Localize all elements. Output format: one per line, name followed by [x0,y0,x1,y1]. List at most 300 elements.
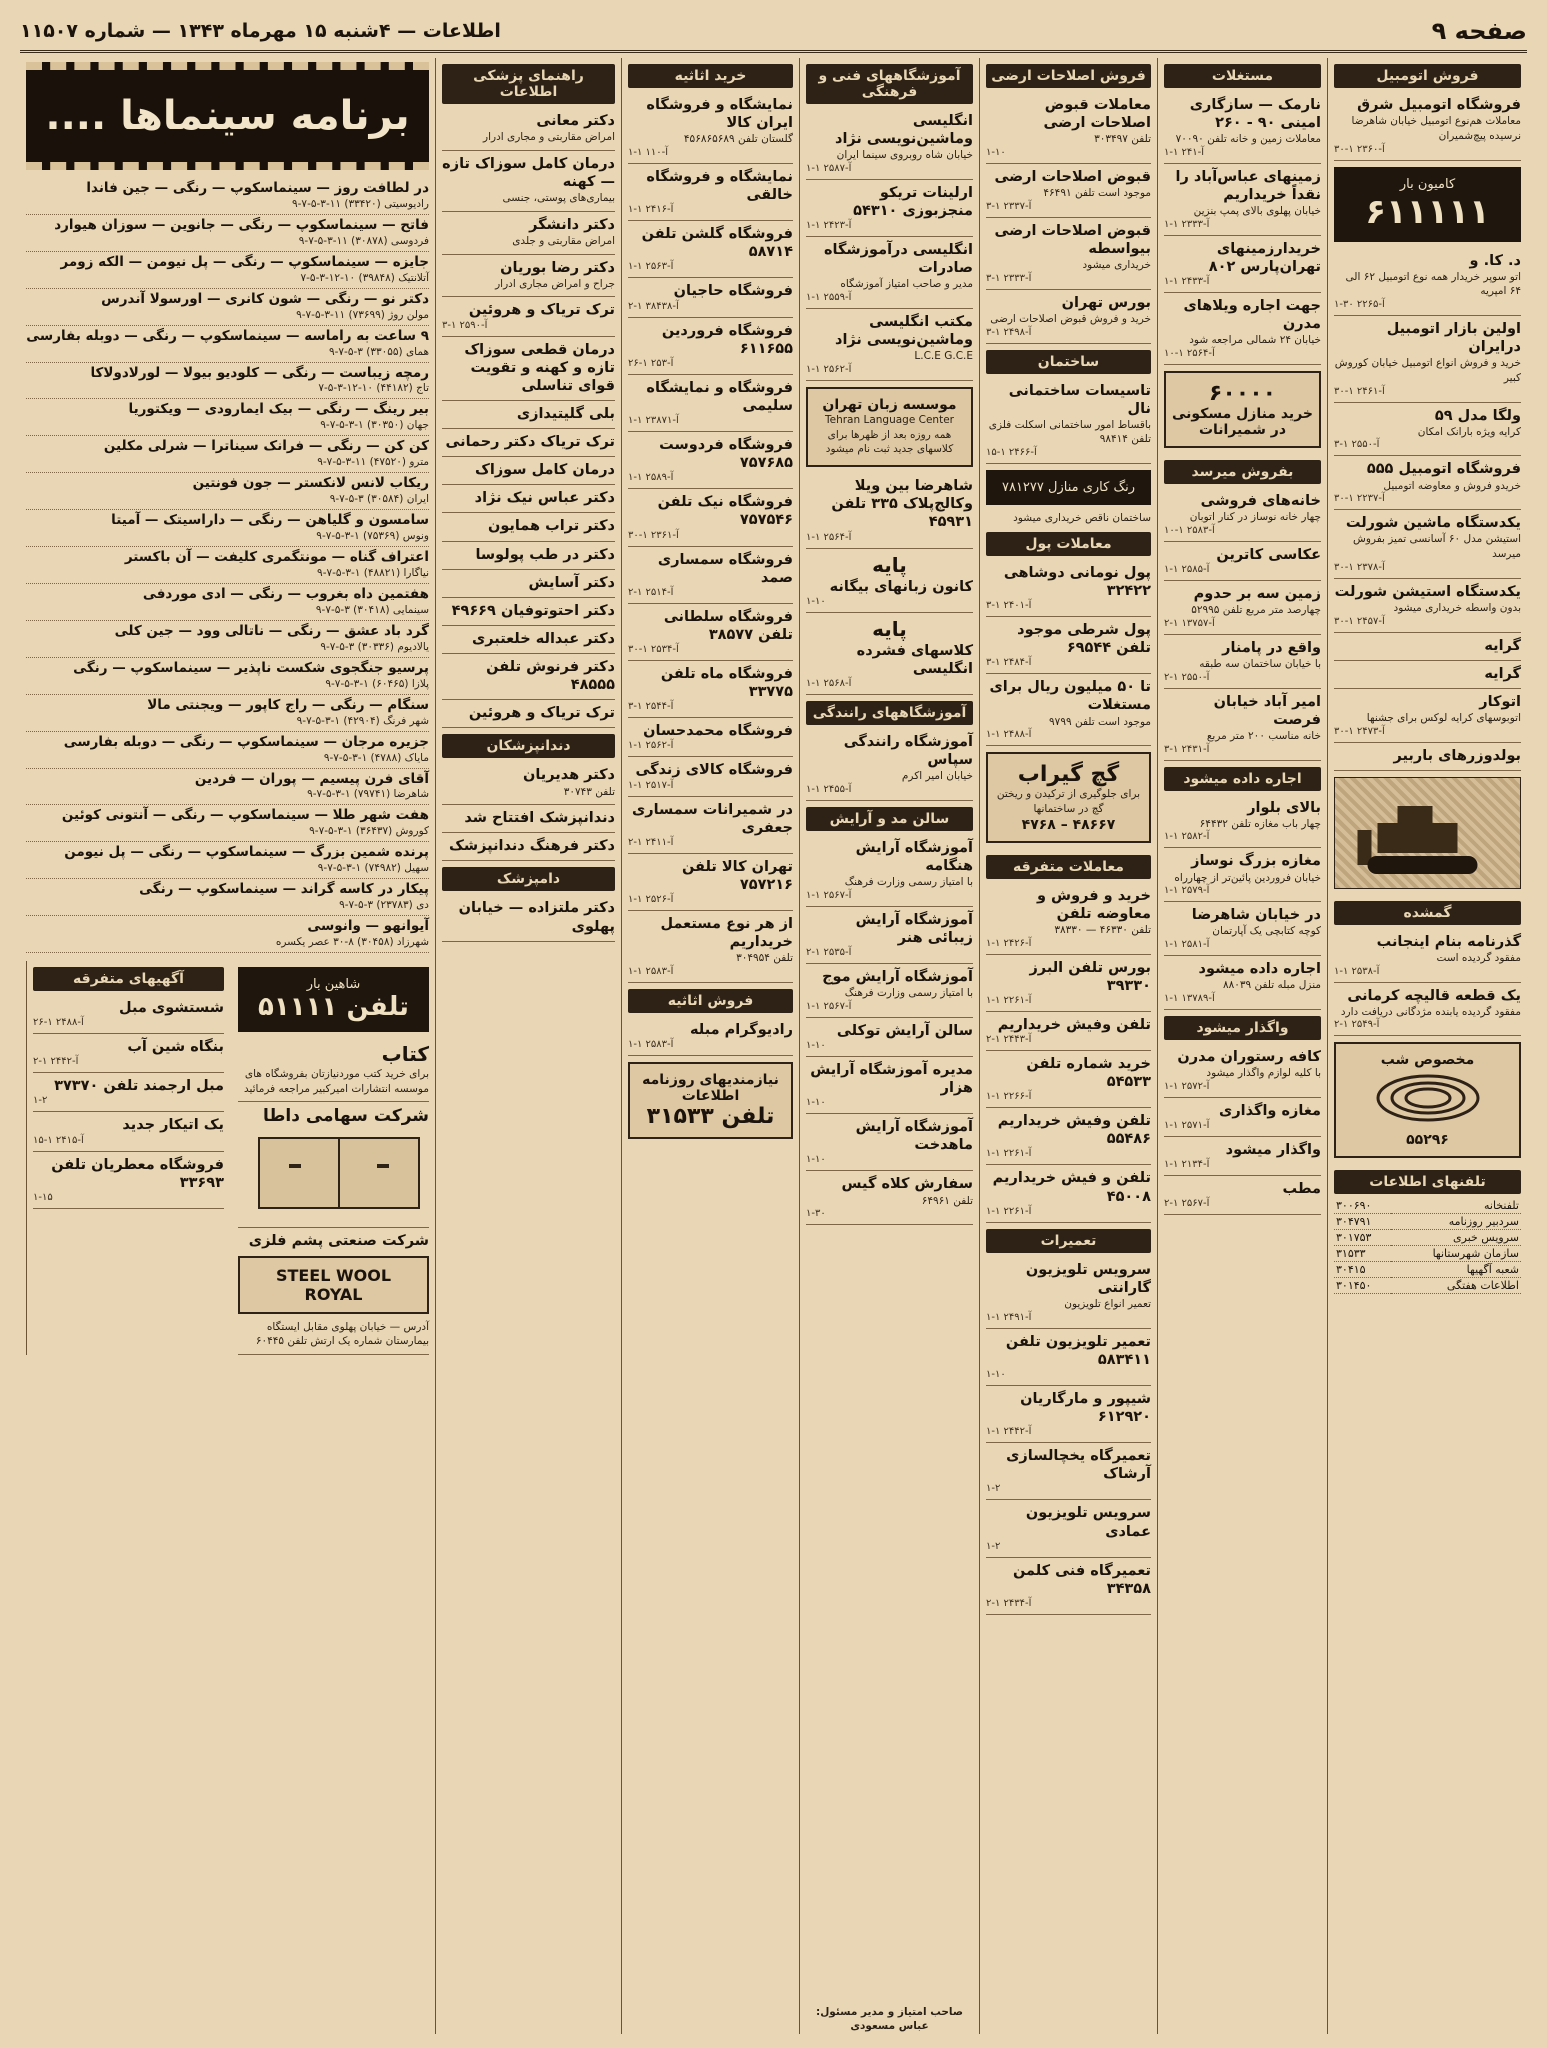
ad-title: آموزشگاه آرایش موج [822,969,973,985]
ad-code: آ-۱۱۰ ۱-۱ [628,146,669,158]
ad-title: قبوض اصلاحات ارضی بیواسطه [994,222,1151,257]
classified-ad [628,92,793,164]
classified-ad [1164,902,1321,956]
classified-ad [442,212,615,255]
ad-title: شیپور و مارگاریان ۶۱۲۹۲۰ [1020,1390,1151,1425]
ad-code: آ-۲۴۱۶ ۱-۱ [628,204,674,216]
book-body: برای خرید کتب موردنیازتان بفروشگاه های موسسه انتشارات امیرکبیر مراجعه فرمائید [243,1068,429,1095]
ad-list [628,1017,793,1056]
ad-title: تهران کالا تلفن ۷۵۷۲۱۶ [681,858,793,893]
classified-ad [1164,92,1321,164]
ad-code: آ-۲۳۳۷ ۱-۳ [986,200,1032,212]
ad-title: امیر آباد خیابان فرصت [1213,693,1321,728]
paye-title-1: پایه [872,552,907,577]
section-repairs: تعمیرات [986,1229,1151,1253]
ad-code: آ-۲۴۴۲ ۱-۱ [986,1426,1032,1438]
ad-code: ۱-۱۰ [986,1368,1006,1380]
paint-ad-text: رنگ کاری منازل ۷۸۱۲۷۷ [1001,480,1135,496]
page-number: صفحه ۹ [1431,17,1527,45]
film-showtimes: همای (۳۳۰۵۵) ۳-۵-۷-۹ [328,345,429,358]
ad-title: نمایشگاه و فروشگاه خالقی [646,168,793,204]
ad-title: ترک تریاک دکتر رحمانی [445,434,615,450]
truck-ad-phone: ۶۱۱۱۱۱ [1365,191,1490,232]
gypsum-ad [986,752,1151,842]
ad-title: دکتر دانشگر [529,216,615,233]
classified-ad [806,1057,973,1114]
section-land-reform: فروش اصلاحات ارضی [986,64,1151,88]
ad-title: ترک تریاک و هروئین [468,302,615,319]
classified-ad [986,92,1151,164]
classified-ad [1164,795,1321,849]
ad-list [442,762,615,861]
classified-ad [986,955,1151,1012]
ad-list [1334,248,1521,661]
phones-table [1334,1198,1521,1294]
ad-code: آ-۲۵۸۷ ۱-۱ [806,162,852,174]
ad-code: آ-۲۳۸۷۱ ۱-۱ [628,415,679,427]
classified-ad [1334,316,1521,403]
ad-body: کوچه کتابچی یک آپارتمان [1212,925,1321,938]
ad-title: دکتر آسایش [528,574,615,591]
classified-ad [1334,929,1521,983]
ad-body: تلفن ۳۰۳۴۹۷ [1094,133,1151,146]
ad-title: سالن آرایش توکلی [836,1022,973,1039]
classified-ad [986,617,1151,674]
ad-title: فروشگاه معطریان تلفن ۳۳۶۹۳ [51,1156,224,1191]
section-lost: گمشده [1334,901,1521,925]
phone-number: ۳۰۱۷۵۳ [1334,1230,1391,1246]
ad-title: درمان کامل سوزاک تازه — کهنه [442,155,615,190]
ad-body: منزل مبله تلفن ۸۸۰۳۹ [1222,979,1321,992]
phone-dept: سرویس خبری [1391,1230,1521,1246]
homes-phone-ad [1164,371,1321,448]
ad-list [1164,92,1321,365]
classified-ad [986,1051,1151,1108]
ad-body: خریدو فروش و معاوضه اتومبیل [1383,479,1521,492]
ad-title: خرید شماره تلفن ۵۴۵۳۳ [1026,1055,1151,1091]
cabinet-icon [249,1128,429,1218]
ad-code: ۱-۱۰ [986,146,1006,158]
paye-code-2: آ-۲۵۶۸ ۱-۱ [806,677,852,689]
ad-list [442,895,615,941]
film-showtimes: پلازا (۶۰۴۶۵) ۱-۳-۵-۷-۹ [325,677,429,690]
ad-title: آموزشگاه آرایش ماهدخت [855,1119,973,1154]
ad-body: مدیر و صاحب امتیاز آموزشگاه [840,278,973,291]
section-for-sale: بفروش میرسد [1164,460,1321,484]
column-car-sales [1327,58,1527,2034]
classified-ad [806,237,973,309]
ad-code: آ-۲۴۸۸ ۱-۱ [986,729,1032,741]
ad-code: ۱-۱۵ [33,1191,53,1203]
film-title: در لطافت روز — سینماسکوپ — رنگی — جین فاندا [86,180,429,196]
ad-body: معاملات زمین و خانه تلفن ۷۰۰۹۰ [1175,133,1321,146]
classifieds-box [628,1062,793,1139]
classified-ad [33,1034,224,1073]
ad-code: ۱-۱۰ [806,1097,826,1109]
cinema-listing [26,695,429,732]
ad-body: باقساط امور ساختمانی اسکلت فلزی تلفن ۹۸۴۱۴ [988,418,1151,446]
ad-body: چهار خانه نوساز در کنار اتوبان [1189,511,1321,524]
classified-ad [628,221,793,278]
classified-ad [628,854,793,911]
ad-list [1334,661,1521,771]
ad-title: پول نومانی دوشاهی ۳۲۴۲۲ [1003,564,1151,599]
phone-dept: سردبیر روزنامه [1391,1214,1521,1230]
film-showtimes: نیاگارا (۴۸۸۲۱) ۱-۳-۵-۷-۹ [317,567,429,580]
ad-title: آموزشگاه آرایش زیبائی هنر [855,911,973,946]
classified-ad [806,180,973,237]
cinema-listing [26,732,429,769]
ad-title: ارلینات تریکو منجزبوزی ۵۴۳۱۰ [853,184,973,220]
ad-title: یک قطعه قالیچه کرمانی [1347,987,1521,1004]
ad-title: بورس تلفن البرز ۳۹۳۳۰ [1029,959,1151,994]
cinema-listing [26,769,429,806]
classified-ad [986,290,1151,344]
ad-title: فروشگاه گلشن تلفن ۵۸۷۱۴ [641,226,793,261]
ad-title: فروشگاه سمساری صمد [657,551,793,586]
ad-title: بولدوزرهای باربیر [1393,747,1521,764]
ad-code: آ-۲۵۸۱ ۱-۱ [1164,939,1210,950]
film-showtimes: رادیوسیتی (۳۳۴۲۰) ۱۱-۳-۵-۷-۹ [291,197,429,210]
spacer [806,1225,973,2004]
ad-code: ۱-۲ [986,1483,1001,1495]
ad-body: خیابان فروردین پائین‌تر از چهارراه [1174,871,1321,884]
ad-code: آ-۲۴۴۲ ۱-۲ [33,1056,79,1068]
classified-ad [628,318,793,375]
classified-ad [806,729,973,801]
ad-code: آ-۲۴۵۷ ۱-۳۰ [1334,615,1385,627]
classified-ad [442,401,615,429]
ad-title: واقع در پامنار [1222,639,1321,656]
cinema-listing [26,326,429,363]
classified-ad [628,432,793,489]
dataa-ad [238,1102,429,1227]
ad-list [628,92,793,983]
classified-ad [442,255,615,298]
film-title: هفت شهر طلا — سینماسکوپ — رنگی — آنتونی کوئین [61,807,429,824]
ad-title: دکتر رضا بوریان [500,259,615,276]
ad-title: دکتر عبداله خلعتبری [471,630,615,647]
column-schools [799,58,979,2034]
ad-list [1334,929,1521,1037]
ad-code: آ-۳۸۴۳۸ ۱-۲ [628,300,679,312]
film-showtimes: مایاک (۴۷۸۸) ۱-۳-۵-۷-۹ [323,751,429,764]
language-center-ad [806,387,973,467]
ad-code: آ-۲۵۵۹ ۱-۱ [806,292,852,304]
paye-sub-1: کانون زبانهای بیگانه [829,578,973,595]
ad-title: واگذار میشود [1225,1141,1321,1158]
ad-title: ترک تریاک و هروئین [468,705,615,722]
truck-ad-title: کامیون بار [1399,176,1456,192]
film-showtimes: مترو (۴۷۵۲۰) ۱۱-۳-۵-۷-۹ [317,456,429,469]
paye-ad-1 [806,549,973,613]
language-center-body: همه روزه بعد از ظهرها برای کلاسهای جدید ثبت نام میشود [825,428,954,456]
classified-ad [1164,848,1321,902]
film-showtimes: سهیل (۷۴۹۸۲) ۱-۳-۵-۷-۹ [317,862,429,875]
film-showtimes: شاهرضا (۷۹۷۴۱) ۱-۳-۵-۷-۹ [307,788,429,801]
ad-title: جهت اجاره ویلاهای مدرن [1183,298,1321,333]
section-car-sales: فروش اتومبیل [1334,64,1521,88]
ad-title: مدیره آموزشگاه آرایش هزار [810,1061,973,1097]
phone-number: ۳۱۵۳۳ [1334,1246,1391,1262]
ad-body: بدون واسطه خریداری میشود [1393,601,1521,614]
ad-code: آ-۲۵۹۰ ۱-۳ [442,319,488,331]
classified-ad [1164,581,1321,635]
section-furniture-sale: فروش اثاثیه [628,989,793,1013]
ad-body: با کلیه لوازم واگذار میشود [1206,1066,1321,1079]
phone-number: ۳۰۴۷۹۱ [1334,1214,1391,1230]
ad-code: آ-۲۵۱۷ ۱-۱ [628,779,674,791]
ad-list [986,1257,1151,1615]
ad-code: آ-۲۵۸۳ ۱-۱۰ [1164,524,1215,536]
ad-body: خیابان شاه روبروی سینما ایران [836,149,973,162]
ad-title: درمان کامل سوزاک [475,462,615,479]
ad-title: یک اتیکار جدید [122,1117,224,1134]
masthead [20,12,1527,53]
classified-ad [1334,92,1521,161]
ad-body: تعمیر انواع تلویزیون [1064,1297,1151,1310]
ad-code: ۱-۱۰ [806,1039,826,1051]
cinema-listing [26,215,429,252]
classified-ad [1334,403,1521,457]
paint-ad [986,470,1151,505]
ad-body: خریداری میشود [1082,259,1151,271]
ad-title: اولین بازار اتومبیل درایران [1386,321,1521,356]
ad-code: آ-۲۵۳۴ ۱-۳۰ [628,644,679,656]
cinema-banner-title: برنامه سینماها .... [45,93,410,139]
ad-title: تعمیر تلویزیون تلفن ۵۸۳۴۱۱ [1005,1333,1151,1368]
classified-ad [442,833,615,861]
section-for-rent: اجاره داده میشود [1164,767,1321,791]
classified-ad [1164,1044,1321,1098]
classified-ad [1164,635,1321,689]
film-showtimes: جهان (۳۰۳۵۰) ۱-۳-۵-۷-۹ [320,419,429,432]
ad-code: آ-۲۱۳۴ ۱-۱ [1164,1158,1210,1170]
classified-ad [1334,510,1521,579]
ad-title: فروشگاه اتومبیل شرق [1357,97,1521,113]
classified-ad [442,108,615,151]
ad-code: ۱-۲ [33,1095,48,1107]
classified-ad [806,907,973,964]
cinema-listing [26,473,429,510]
ad-body: اتو سوپر خریدار همه نوع اتومبیل ۶۲ الی ۶۴ امپریه [1345,270,1521,298]
classified-ad [442,626,615,654]
ad-title: یکدستگاه ماشین شورلت [1345,515,1521,532]
ad-code: آ-۲۴۸۸ ۱-۲۶ [33,1017,84,1029]
ad-code: آ-۲۵۸۳ ۱-۱ [628,1039,674,1051]
ad-code: آ-۲۲۶۱ ۱-۱ [986,1205,1032,1217]
ad-title: بلی گلیتیدازی [516,405,615,422]
ad-code: آ-۲۲۶۵ ۳۰-۱ [1334,299,1385,310]
cinema-listing [26,658,429,695]
ad-list [986,883,1151,1223]
ad-code: ۱-۱۰ [806,1154,826,1166]
classified-ad [628,375,793,432]
classified-ad [1334,248,1521,317]
film-showtimes: کوروش (۳۶۴۳۷) ۱-۳-۵-۷-۹ [309,825,429,838]
classified-ad [1164,1176,1321,1215]
paye-title-2: پایه [872,616,907,641]
ad-body: امراض مقاربتی و جلدی [512,234,615,247]
ad-title: خانه‌های فروشی [1200,493,1321,510]
phone-row [1334,1246,1521,1262]
ad-body: خیابان امیر اکرم [901,770,973,783]
classified-ad [986,560,1151,617]
special-night-ad [1334,1042,1521,1158]
ad-title: زمین سه بر حدوم [1193,586,1321,602]
ad-title: دکتر معانی [536,113,615,129]
ad-title: فروشگاه محمدحسان [643,723,793,740]
ad-body: تلفن ۳۰۷۴۳ [563,785,615,798]
ad-code: آ-۲۲۶۱ ۱-۱ [986,1148,1032,1160]
gypsum-phone: ۴۸۶۶۷ – ۴۷۶۸ [1021,816,1116,833]
classified-ad [986,674,1151,746]
ad-code: آ-۲۴۲۳ ۱-۱ [806,220,852,232]
section-dental: دندانپزشکان [442,734,615,758]
ad-list [986,92,1151,344]
gypsum-text: برای جلوگیری از ترکیدن و ریختن گچ در ساختمانها [996,788,1141,815]
ad-title: تعمیرگاه فنی کلمن ۳۴۳۵۸ [1012,1562,1151,1597]
ad-code: آ-۲۵۶۳ ۱-۱ [628,261,674,273]
classified-ad [806,309,973,381]
phone-number: ۳۰۱۴۵۰ [1334,1278,1391,1294]
film-showtimes: مولن روژ (۷۳۶۹۹) ۱۱-۳-۵-۷-۹ [296,308,429,321]
ad-title: سفارش کلاه گیس [841,1176,973,1193]
classified-ad [1334,743,1521,771]
ad-code: آ-۲۵۶۷ ۱-۱ [806,889,852,901]
classified-ad [628,797,793,854]
classified-ad [1164,293,1321,365]
classified-ad [986,883,1151,955]
section-salon: سالن مد و آرایش [806,807,973,831]
column-medical [435,58,621,2034]
ad-code: آ-۲۴۹۸ ۱-۳ [986,326,1032,338]
steel-wool-ad [238,1228,429,1356]
ad-list [1164,488,1321,761]
ad-title: در خیابان شاهرضا [1191,907,1321,924]
film-title: کن کن — رنگی — فرانک سیناترا — شرلی مکلین [103,438,429,455]
classified-ad [442,895,615,941]
classified-ad [442,337,615,401]
ad-code: آ-۲۳۶۱ ۱-۳۰ [628,529,679,541]
classified-ad [806,108,973,180]
classified-ad [1334,983,1521,1037]
ad-body: استیشن مدل ۶۰ آسانسی تمیز بفروش میرسد [1353,533,1521,561]
ad-list [1334,92,1521,161]
ad-code: آ-۲۵۶۷ ۱-۱ [806,1000,852,1012]
ad-body: تلفن ۴۶۳۳۰ — ۳۸۳۳۰ [1054,923,1151,936]
cinema-listing [26,879,429,916]
ad-title: شستشوی مبل [119,1000,224,1017]
ad-body: گلستان تلفن ۴۵۶۸۶۵۶۸۹ [683,133,793,146]
phone-dept: سازمان شهرستانها [1391,1246,1521,1262]
ad-title: عکاسی کاترین [1216,546,1321,563]
film-title: پرسیو جنگجوی شکست ناپذیر — سینماسکوپ — رنگی [73,659,429,676]
cinema-banner [26,62,429,170]
phone-dept: شعبه آگهیها [1391,1262,1521,1278]
ad-title: گذرنامه بنام اینجانب [1376,933,1521,950]
film-showtimes: فردوسی (۳۰۸۷۸) ۱۱-۳-۵-۷-۹ [298,234,429,247]
ad-title: تعمیرگاه یخچالسازی آرشاک [1006,1448,1151,1483]
classified-ad [1334,689,1521,743]
phone-row [1334,1230,1521,1246]
ad-title: اتوکار [1479,693,1521,710]
ad-body: کرایه ویژه بارانک امکان [1417,425,1521,438]
film-showtimes: آتلانتیک (۳۹۸۴۸) ۱۰-۱۲-۳-۵-۷ [300,271,429,284]
ad-body: موجود است تلفن ۹۷۹۹ [1049,715,1151,728]
column-cinema [20,58,435,2034]
ad-body: اتوبوسهای کرایه لوکس برای جشنها [1366,711,1521,724]
classified-ad [442,429,615,457]
ad-title: دکتر فرنوش تلفن ۴۸۵۵۵ [486,659,615,694]
film-showtimes: تاج (۴۴۱۸۲) ۱۰-۱۲-۳-۵-۷ [318,382,429,395]
classified-ad [442,700,615,728]
classified-ad [986,378,1151,465]
classified-ad [986,1386,1151,1443]
ad-title: ولگا مدل ۵۹ [1434,407,1521,424]
ad-title: فروشگاه سلطانی تلفن ۳۸۵۷۷ [663,608,793,643]
paint-note: ساختمان ناقص خریداری میشود [1013,512,1151,525]
ad-title: مکتب انگلیسی وماشین‌نویسی نژاد [835,314,973,349]
ad-title: تلفن وفیش خریداریم ۵۵۴۸۶ [997,1113,1151,1148]
cinema-list [26,178,429,953]
cinema-listing [26,510,429,547]
ad-code: آ-۲۴۴۳ ۱-۲ [986,1033,1032,1045]
bulldozer-image [1334,777,1521,889]
ad-title: زمینهای عباس‌آباد را نقداً خریداریم [1175,168,1321,204]
ad-title: نمایشگاه و فروشگاه ایران کالا [646,97,793,132]
ad-title: بنگاه شین آب [127,1039,224,1056]
ad-body: تلفن ۳۰۴۹۵۴ [736,952,793,965]
ad-body: با خیابان ساختمان سه طبقه [1199,657,1321,670]
classified-ad [986,164,1151,218]
classified-ad [442,598,615,626]
ad-title: مبل ارجمند تلفن ۳۷۳۷۰ [54,1078,224,1095]
ad-code: ۱-۳۰ [806,1208,826,1220]
classified-ad [33,1073,224,1112]
classified-ad [986,1165,1151,1222]
classified-ad [442,542,615,570]
ad-code: آ-۲۴۱ ۱-۱ [1164,146,1205,158]
ad-title: انگلیسی وماشین‌نویسی نژاد [835,113,973,148]
ad-code: آ-۲۴۹۱ ۱-۱ [986,1311,1032,1323]
classified-ad [442,570,615,598]
film-title: سامسون و گلیاهن — رنگی — داراسیتک — آمیتا [111,512,429,529]
cinema-listing [26,805,429,842]
film-showtimes: شهر فرنگ (۴۲۹۰۴) ۱-۳-۵-۷-۹ [296,714,429,727]
ad-title: اجاره داده میشود [1198,961,1321,977]
ad-code: آ-۲۴۰۱ ۱-۳ [986,600,1032,612]
classified-ad [442,297,615,336]
classified-ad [442,151,615,212]
classified-ad [442,457,615,485]
phone-dept: اطلاعات هفتگی [1391,1278,1521,1294]
ad-title: خرید و فروش و معاوضه تلفن [1037,887,1151,922]
cinema-listing [26,363,429,400]
ad-list [33,995,224,1209]
phone-row [1334,1198,1521,1214]
section-misc-deals: معاملات متفرقه [986,855,1151,879]
cinema-listing [26,621,429,658]
ad-body: امراض مقاربتی و مجاری ادرار [483,131,615,144]
phone-number: ۳۰۰۶۹۰ [1334,1198,1391,1214]
ad-title: فروشگاه کالای زندگی [635,762,793,779]
phone-row [1334,1278,1521,1294]
ad-code: آ-۲۵۴۴ ۱-۳ [628,701,674,713]
ad-title: دکتر در طب پولوسا [475,546,615,563]
section-medical: راهنمای پزشکی اطلاعات [442,64,615,104]
film-title: رمچه زیباست — رنگی — کلودیو بیولا — لورلادولاکا [90,364,429,381]
